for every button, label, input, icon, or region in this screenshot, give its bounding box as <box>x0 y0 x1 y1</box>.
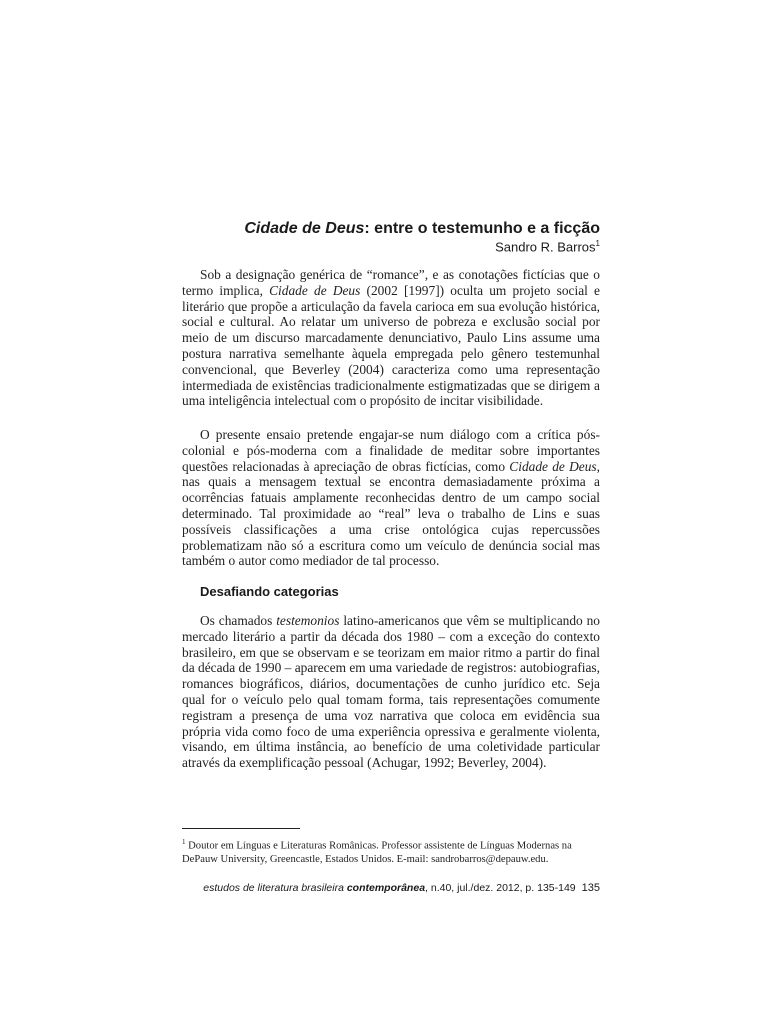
author-name: Sandro R. Barros <box>495 239 596 255</box>
article-title-italic: Cidade de Deus <box>244 220 365 237</box>
footnote-divider <box>182 828 300 829</box>
page-number: 135 <box>581 882 600 894</box>
article-title-rest: : entre o testemunho e a ficção <box>364 220 600 237</box>
p2-italic-title: Cidade de Deus <box>509 458 597 474</box>
running-footer <box>150 882 600 894</box>
body-paragraph-1 <box>182 267 600 409</box>
p3-text-a: Os chamados <box>200 613 277 628</box>
p2-text-b: , nas quais a mensagem textual se encontra demasiadamente próxima a ocorrências fatuais amplamente reconhecidas dentro de um campo social determinado. Tal proximidade ao “real” leva o trabalho de Lins e suas possíveis classificações a uma crise ontológica cujas repercussões problematizam não só a escritura como um veículo de denúncia social mas também o autor como mediador de tal processo. <box>182 458 600 569</box>
footer-journal-name-bold: contemporânea <box>346 882 426 894</box>
footnote <box>182 836 600 867</box>
author-line <box>300 239 600 254</box>
p1-italic-title: Cidade de Deus <box>269 282 361 298</box>
body-paragraph-3 <box>182 613 600 771</box>
footnote-marker: 1 <box>182 838 186 846</box>
footnote-text: Doutor em Línguas e Literaturas Românicas. Professor assistente de Línguas Modernas na DePauw University, Greencastle, Estados Unidos. E-mail: sandrobarros@depauw.edu. <box>182 840 572 866</box>
body-paragraph-2 <box>182 427 600 569</box>
p3-text-b: latino-americanos que vêm se multiplicando no mercado literário a partir da década dos 1980 – com a exceção do contexto brasileiro, em que se observam e se teorizam em maior ritmo a partir do final da década de 1990 – aparecem em uma variedade de registros: autobiografias, romances biográficos, diários, documentações de cunho jurídico etc. Seja qual for o veículo pelo qual tomam forma, tais representações comumente registram a presença de uma voz narrativa que coloca em evidência sua própria vida como foco de uma experiência opressiva e geralmente violenta, visando, em última instância, ao benefício de uma coletividade particular através da exemplificação pessoal (Achugar, 1992; Beverley, 2004). <box>182 613 600 771</box>
p2-text-a: O presente ensaio pretende engajar-se num diálogo com a crítica pós-colonial e pós-moderna com a finalidade de meditar sobre importantes questões relacionadas à apreciação de obras fictícias, como <box>182 427 600 474</box>
footer-journal-name: estudos de literatura brasileira <box>203 882 347 894</box>
article-title <box>150 220 600 238</box>
p3-italic-term: testemonios <box>276 613 340 628</box>
author-note-marker: 1 <box>595 239 600 248</box>
footer-issue-info: , n.40, jul./dez. 2012, p. 135-149 <box>425 882 576 894</box>
p1-text-a: Sob a designação genérica de “romance”, e as conotações fictícias que o termo implica, <box>182 267 600 298</box>
p1-text-b: (2002 [1997]) oculta um projeto social e literário que propõe a articulação da favela carioca em sua evolução histórica, social e cultural. Ao relatar um universo de pobreza e exclusão social por meio de um discurso marcadamente denunciativo, Paulo Lins assume uma postura narrativa semelhante àquela empregada pelo gênero testemunhal convencional, que Beverley (2004) caracteriza como uma representação intermediada de existências tradicionalmente estigmatizadas que se dirigem a uma inteligência intelectual com o propósito de incitar visibilidade. <box>182 282 600 409</box>
section-heading: Desafiando categorias <box>200 584 339 599</box>
